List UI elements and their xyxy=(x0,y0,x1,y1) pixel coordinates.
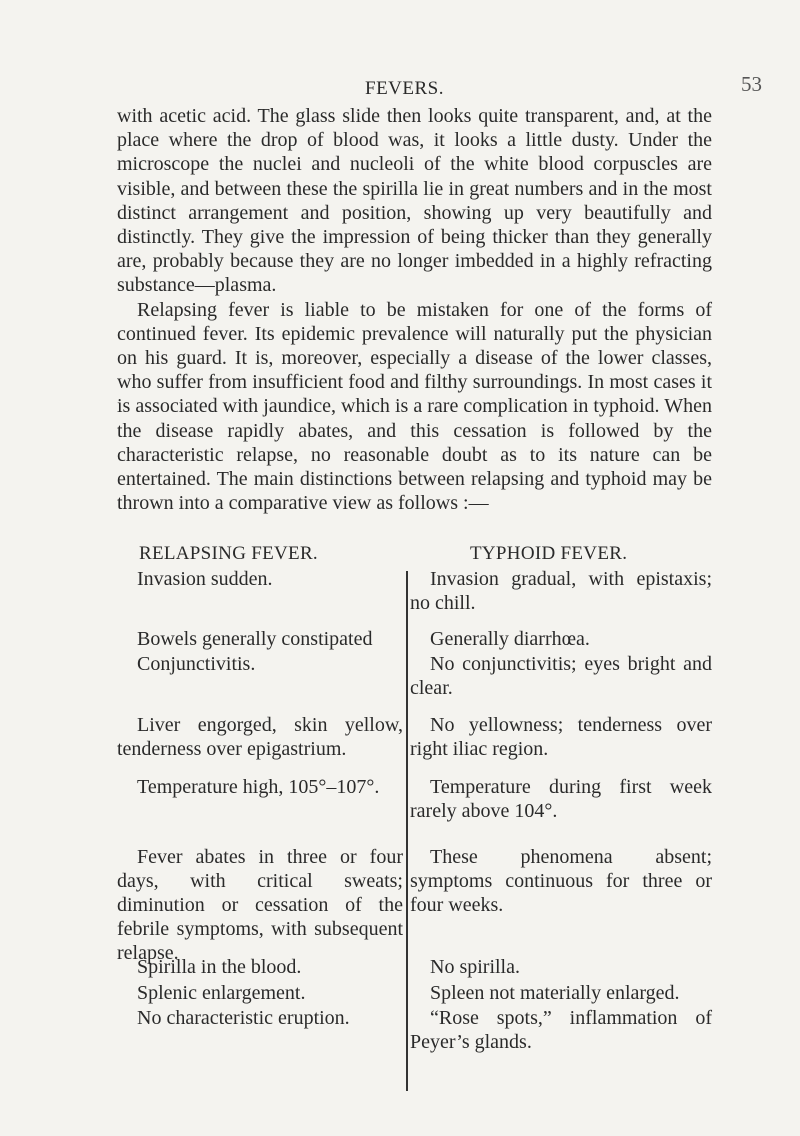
relapsing-spleen: Splenic enlargement. xyxy=(137,982,306,1004)
typhoid-temperature: Temperature during first week rarely above 104°. xyxy=(410,776,712,822)
relapsing-spirilla: Spirilla in the blood. xyxy=(137,956,302,978)
column-divider xyxy=(406,571,408,1091)
relapsing-conjunctivitis: Conjunctivitis. xyxy=(137,653,256,675)
relapsing-eruption: No characteristic eruption. xyxy=(137,1007,350,1029)
typhoid-invasion: Invasion gradual, with epistaxis; no chill. xyxy=(410,568,712,614)
comparison-table xyxy=(117,543,712,1093)
paragraph: Relapsing fever is liable to be mistaken for one of the forms of continued fever. Its epidemic prevalence will naturally put the physician on his guard. It is, moreover, especially a disease of the lower classes, who suffer from insufficient food and filthy surroundings. In most cases it is associated with jaundice, which is a rare complication in typhoid. When the disease rapidly abates, and this cessation is followed by the characteristic relapse, no reasonable doubt as to its nature can be entertained. The main distinctions between relapsing and typhoid may be thrown into a comparative view as follows :— xyxy=(117,298,712,515)
running-head: FEVERS. xyxy=(365,78,444,99)
relapsing-invasion: Invasion sudden. xyxy=(137,568,273,590)
relapsing-bowels: Bowels generally constipated xyxy=(137,628,373,650)
relapsing-course: Fever abates in three or four days, with critical sweats; diminution or cessation of the febrile symptoms, with subsequent relapse. xyxy=(117,846,403,964)
typhoid-course: These phenomena absent; symptoms continuous for three or four weeks. xyxy=(410,846,712,916)
typhoid-fever-heading: TYPHOID FEVER. xyxy=(470,543,628,564)
relapsing-temperature: Temperature high, 105°–107°. xyxy=(137,776,380,798)
paragraph: with acetic acid. The glass slide then looks quite transparent, and, at the place where the drop of blood was, it looks a little dusty. Under the microscope the nuclei and nucleoli of the white blood corpuscles are visible, and between these the spirilla lie in great numbers and in the most distinct arrangement and position, showing up very beautifully and distinctly. They give the impression of being thicker than they generally are, probably because they are no longer imbedded in a highly refracting substance—plasma. xyxy=(117,105,712,297)
typhoid-spirilla: No spirilla. xyxy=(430,956,520,978)
typhoid-spleen: Spleen not materially enlarged. xyxy=(430,982,680,1004)
body-text xyxy=(117,104,712,515)
relapsing-liver: Liver engorged, skin yellow, tenderness over epigastrium. xyxy=(117,714,403,760)
typhoid-bowels: Generally diarrhœa. xyxy=(430,628,590,650)
page-header xyxy=(0,70,800,100)
typhoid-yellowness: No yellowness; tenderness over right iliac region. xyxy=(410,714,712,760)
page-number: 53 xyxy=(741,72,762,96)
typhoid-conjunctivitis: No conjunctivitis; eyes bright and clear. xyxy=(410,653,712,699)
relapsing-fever-heading: RELAPSING FEVER. xyxy=(139,543,318,564)
typhoid-eruption: “Rose spots,” inflammation of Peyer’s glands. xyxy=(410,1007,712,1053)
